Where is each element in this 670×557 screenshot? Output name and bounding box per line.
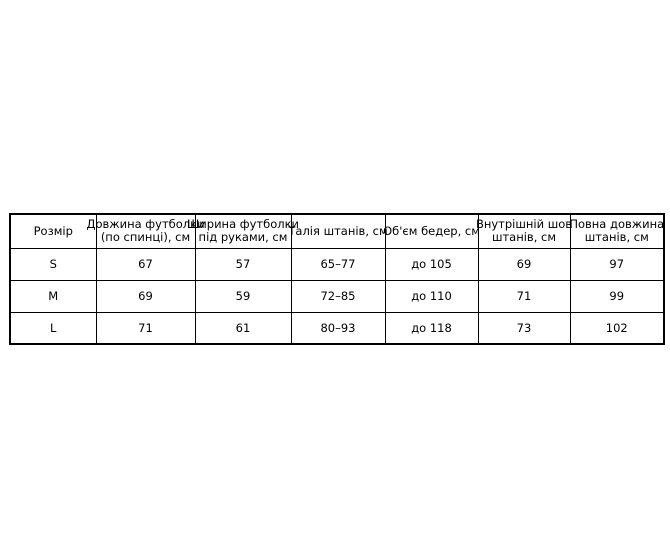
col-header-tshirt-width (187, 214, 300, 248)
col-header-pants-waist-label: Талія штанів, см (288, 223, 388, 238)
cell-inseam: 69 (478, 248, 570, 280)
size-chart-table (9, 213, 665, 345)
cell-size: S (10, 248, 96, 280)
cell-tshirt-width: 61 (195, 312, 291, 344)
cell-pants-length: 99 (570, 280, 664, 312)
cell-pants-waist: 80–93 (291, 312, 385, 344)
table-row-m (10, 280, 664, 312)
cell-pants-waist: 72–85 (291, 280, 385, 312)
col-header-tshirt-width-line2: під руками, см (198, 230, 288, 245)
col-header-pants-length-line2: штанів, см (584, 230, 649, 245)
table-row-s (10, 248, 664, 280)
table-row-l (10, 312, 664, 344)
col-header-pants-length (570, 214, 664, 248)
cell-pants-waist: 65–77 (291, 248, 385, 280)
cell-hips: до 110 (385, 280, 478, 312)
cell-pants-length: 97 (570, 248, 664, 280)
col-header-size (10, 214, 96, 248)
cell-hips: до 105 (385, 248, 478, 280)
size-chart-container (9, 213, 665, 345)
cell-inseam: 73 (478, 312, 570, 344)
col-header-pants-length-line1: Повна довжина (569, 216, 665, 231)
cell-hips: до 118 (385, 312, 478, 344)
col-header-inseam-line1: Внутрішній шов (475, 216, 573, 231)
col-header-tshirt-length-line2: (по спинці), см (100, 230, 191, 245)
cell-tshirt-length: 69 (96, 280, 195, 312)
col-header-tshirt-length-line1: Довжина футболки (86, 216, 205, 231)
col-header-hips (385, 214, 478, 248)
col-header-tshirt-length (86, 214, 205, 248)
cell-pants-length: 102 (570, 312, 664, 344)
col-header-inseam (475, 214, 573, 248)
cell-tshirt-length: 67 (96, 248, 195, 280)
col-header-tshirt-width-line1: Ширина футболки (187, 216, 300, 231)
col-header-inseam-line2: штанів, см (491, 230, 557, 245)
col-header-pants-waist (288, 214, 388, 248)
col-header-hips-label: Об'єм бедер, см (383, 223, 480, 238)
cell-tshirt-width: 57 (195, 248, 291, 280)
cell-tshirt-width: 59 (195, 280, 291, 312)
cell-inseam: 71 (478, 280, 570, 312)
cell-tshirt-length: 71 (96, 312, 195, 344)
header-row (10, 214, 664, 248)
cell-size: M (10, 280, 96, 312)
col-header-size-label: Розмір (33, 223, 73, 238)
cell-size: L (10, 312, 96, 344)
